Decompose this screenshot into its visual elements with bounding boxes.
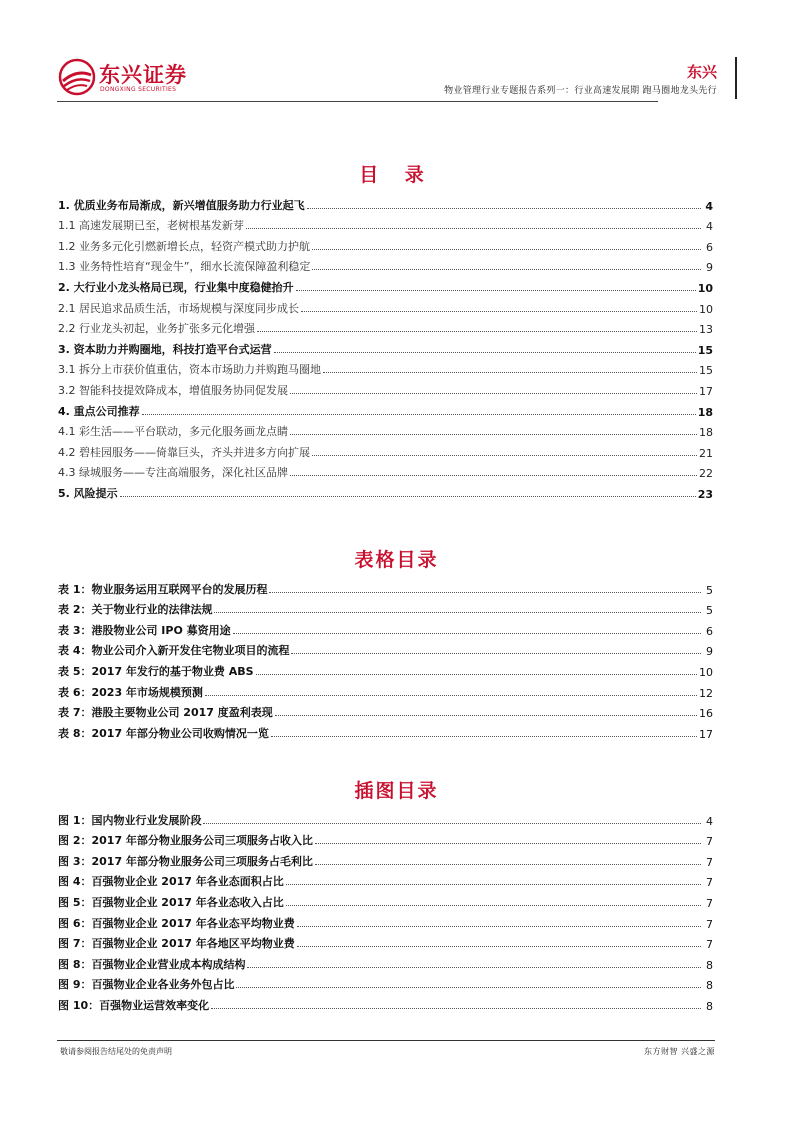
toc-title: 目 录 <box>359 164 434 186</box>
entry-label: 表 7：港股主要物业公司 2017 度盈利表现 <box>58 706 273 720</box>
entry-label: 1.1 高速发展期已至，老树根基发新芽 <box>58 219 244 233</box>
entry-label: 图 4：百强物业企业 2017 年各业态面积占比 <box>58 875 284 889</box>
entry-label: 2.2 行业龙头初起，业务扩张多元化增强 <box>58 322 255 336</box>
entry-label: 表 5：2017 年发行的基于物业费 ABS <box>58 664 254 678</box>
entry-page-number: 13 <box>699 323 713 337</box>
entry-page-number: 7 <box>706 835 713 849</box>
table-list-entry[interactable] <box>58 576 713 597</box>
dot-leader <box>301 311 697 312</box>
dot-leader <box>312 249 701 250</box>
table-list-entry[interactable] <box>58 617 713 638</box>
table-list-title: 表格目录 <box>354 549 439 571</box>
entry-label: 图 7：百强物业企业 2017 年各地区平均物业费 <box>58 937 295 951</box>
entry-page-number: 8 <box>706 999 713 1013</box>
entry-page-number: 7 <box>706 896 713 910</box>
dot-leader <box>271 736 697 737</box>
entry-label: 表 4：物业公司介入新开发住宅物业项目的流程 <box>58 644 290 658</box>
entry-page-number: 7 <box>706 876 713 890</box>
dot-leader <box>315 864 701 865</box>
entry-page-number: 10 <box>699 302 713 316</box>
toc-entry[interactable] <box>58 419 713 440</box>
dot-leader <box>312 455 697 456</box>
logo-name-en: DONGXING SECURITIES <box>100 86 177 93</box>
entry-page-number: 6 <box>706 240 713 254</box>
dot-leader <box>236 987 701 988</box>
dot-leader <box>291 653 701 654</box>
dot-leader <box>203 823 701 824</box>
toc-entry[interactable] <box>58 192 713 213</box>
entry-page-number: 5 <box>706 583 713 597</box>
footer-divider <box>57 1040 715 1041</box>
dot-leader <box>297 946 701 947</box>
dot-leader <box>257 331 697 332</box>
entry-page-number: 8 <box>706 979 713 993</box>
entry-label: 图 8：百强物业企业营业成本构成结构 <box>58 957 246 971</box>
dot-leader <box>211 1008 701 1009</box>
entry-page-number: 7 <box>706 917 713 931</box>
header-brand: 东兴 <box>686 63 717 81</box>
dot-leader <box>312 269 701 270</box>
figure-list-entry[interactable] <box>58 910 713 931</box>
entry-label: 表 8：2017 年部分物业公司收购情况一览 <box>58 726 269 740</box>
figure-list-entry[interactable] <box>58 951 713 972</box>
entry-page-number: 10 <box>697 281 713 295</box>
entry-label: 图 3：2017 年部分物业服务公司三项服务占毛利比 <box>58 854 313 868</box>
dot-leader <box>286 884 701 885</box>
entry-page-number: 16 <box>699 707 713 721</box>
dot-leader <box>247 967 701 968</box>
toc-entry[interactable] <box>58 233 713 254</box>
entry-page-number: 7 <box>706 855 713 869</box>
entry-label: 表 3：港股物业公司 IPO 募资用途 <box>58 623 231 637</box>
entry-page-number: 15 <box>697 343 713 357</box>
figure-list-entry[interactable] <box>58 869 713 890</box>
entry-label: 图 5：百强物业企业 2017 年各业态收入占比 <box>58 895 284 909</box>
dot-leader <box>269 592 701 593</box>
dot-leader <box>120 496 696 497</box>
dot-leader <box>290 475 697 476</box>
entry-page-number: 12 <box>699 686 713 700</box>
figure-list-entry[interactable] <box>58 992 713 1013</box>
entry-label: 3.2 智能科技提效降成本，增值服务协同促发展 <box>58 383 288 397</box>
dot-leader <box>290 434 697 435</box>
entry-page-number: 6 <box>706 624 713 638</box>
table-list-entry[interactable] <box>58 638 713 659</box>
figure-list-entry[interactable] <box>58 807 713 828</box>
entry-page-number: 17 <box>699 727 713 741</box>
entry-label: 4.3 绿城服务——专注高端服务，深化社区品牌 <box>58 466 288 480</box>
toc-entry[interactable] <box>58 213 713 234</box>
entry-page-number: 5 <box>706 604 713 618</box>
entry-label: 4.1 彩生活——平台联动，多元化服务画龙点睛 <box>58 425 288 439</box>
entry-page-number: 10 <box>699 665 713 679</box>
company-logo <box>57 57 197 97</box>
figure-list-entry[interactable] <box>58 848 713 869</box>
entry-page-number: 21 <box>699 446 713 460</box>
dot-leader <box>142 414 696 415</box>
toc-entry[interactable] <box>58 316 713 337</box>
entry-label: 表 1：物业服务运用互联网平台的发展历程 <box>58 582 268 596</box>
toc-entry[interactable] <box>58 377 713 398</box>
table-list-entry[interactable] <box>58 679 713 700</box>
entry-label: 3.1 拆分上市获价值重估，资本市场助力并购跑马圈地 <box>58 363 321 377</box>
dot-leader <box>274 352 696 353</box>
header-divider-vertical <box>735 57 737 99</box>
logo-emblem-icon <box>57 57 97 97</box>
figure-list-entry[interactable] <box>58 972 713 993</box>
entry-label: 2. 大行业小龙头格局已现，行业集中度稳健抬升 <box>58 280 294 294</box>
entry-label: 表 6：2023 年市场规模预测 <box>58 685 203 699</box>
entry-page-number: 9 <box>706 645 713 659</box>
entry-page-number: 4 <box>706 814 713 828</box>
entry-label: 图 2：2017 年部分物业服务公司三项服务占收入比 <box>58 834 313 848</box>
entry-page-number: 4 <box>705 199 713 213</box>
entry-label: 5. 风险提示 <box>58 486 118 500</box>
figure-list-entry[interactable] <box>58 931 713 952</box>
toc-entry[interactable] <box>58 398 713 419</box>
entry-page-number: 8 <box>706 958 713 972</box>
dot-leader <box>323 372 697 373</box>
figure-list-entry[interactable] <box>58 889 713 910</box>
entry-label: 1.3 业务特性培育“现金牛”，细水长流保障盈利稳定 <box>58 260 311 274</box>
toc-entry[interactable] <box>58 460 713 481</box>
entry-page-number: 15 <box>699 364 713 378</box>
toc-entry[interactable] <box>58 274 713 295</box>
dot-leader <box>205 695 697 696</box>
entry-label: 4. 重点公司推荐 <box>58 404 140 418</box>
dot-leader <box>246 228 701 229</box>
table-list-entry[interactable] <box>58 658 713 679</box>
entry-label: 4.2 碧桂园服务——倚靠巨头，齐头并进多方向扩展 <box>58 445 310 459</box>
toc-entry[interactable] <box>58 480 713 501</box>
dot-leader <box>233 633 701 634</box>
entry-label: 图 6：百强物业企业 2017 年各业态平均物业费 <box>58 916 295 930</box>
dot-leader <box>275 715 697 716</box>
page-header <box>57 53 737 101</box>
figure-list-title: 插图目录 <box>354 780 439 802</box>
figure-list-entry[interactable] <box>58 828 713 849</box>
entry-page-number: 22 <box>699 467 713 481</box>
dot-leader <box>315 843 701 844</box>
entry-label: 2.1 居民追求品质生活，市场规模与深度同步成长 <box>58 301 299 315</box>
entry-page-number: 4 <box>706 220 713 234</box>
entry-label: 图 1：国内物业行业发展阶段 <box>58 813 202 827</box>
footer-disclaimer: 敬请参阅报告结尾处的免责声明 <box>60 1047 172 1056</box>
entry-label: 1.2 业务多元化引燃新增长点，轻资产模式助力护航 <box>58 239 310 253</box>
entry-page-number: 18 <box>699 426 713 440</box>
toc-entry[interactable] <box>58 295 713 316</box>
dot-leader <box>296 290 696 291</box>
entry-page-number: 9 <box>706 261 713 275</box>
entry-label: 3. 资本助力并购圈地，科技打造平台式运营 <box>58 342 272 356</box>
dot-leader <box>297 926 701 927</box>
entry-label: 图 10：百强物业运营效率变化 <box>58 998 210 1012</box>
dot-leader <box>307 208 701 209</box>
table-list-entry[interactable] <box>58 700 713 721</box>
dot-leader <box>290 393 697 394</box>
report-subtitle: 物业管理行业专题报告系列一：行业高速发展期 跑马圈地龙头先行 <box>444 86 717 96</box>
table-list-entry[interactable] <box>58 597 713 618</box>
toc-entry[interactable] <box>58 439 713 460</box>
table-list-entry[interactable] <box>58 720 713 741</box>
entry-label: 1. 优质业务布局渐成，新兴增值服务助力行业起飞 <box>58 198 305 212</box>
dot-leader <box>214 612 701 613</box>
toc-entry[interactable] <box>58 336 713 357</box>
toc-entry[interactable] <box>58 254 713 275</box>
header-divider <box>57 101 658 102</box>
footer-slogan: 东方财智 兴盛之源 <box>643 1047 715 1056</box>
dot-leader <box>256 674 697 675</box>
logo-name-cn: 东兴证券 <box>99 63 187 87</box>
entry-page-number: 23 <box>697 487 713 501</box>
entry-page-number: 7 <box>706 938 713 952</box>
table-list <box>58 576 713 741</box>
toc-list <box>58 192 713 501</box>
entry-label: 表 2：关于物业行业的法律法规 <box>58 603 213 617</box>
entry-page-number: 17 <box>699 384 713 398</box>
entry-page-number: 18 <box>697 405 713 419</box>
entry-label: 图 9：百强物业企业各业务外包占比 <box>58 978 235 992</box>
toc-entry[interactable] <box>58 357 713 378</box>
dot-leader <box>286 905 701 906</box>
figure-list <box>58 807 713 1013</box>
